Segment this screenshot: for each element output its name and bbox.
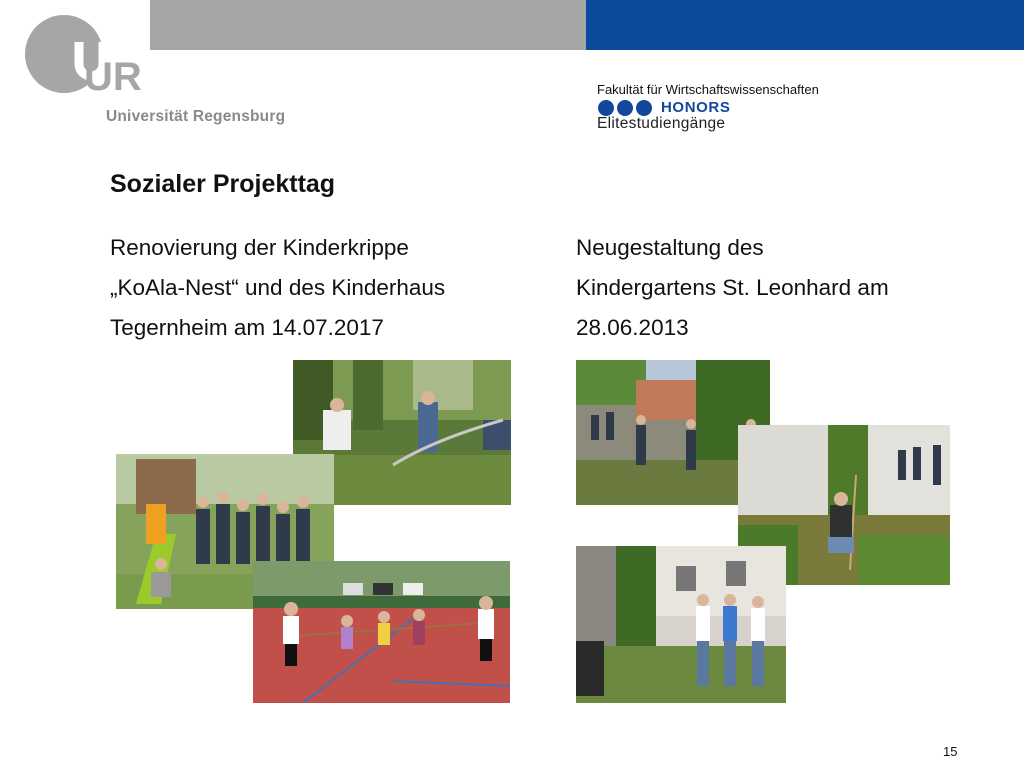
right-line-3: 28.06.2013 [576,315,689,340]
right-line-2: Kindergartens St. Leonhard am [576,275,889,300]
logo-letters: UR [84,55,142,99]
header-blue-bar [586,0,1024,50]
left-description [110,228,445,348]
right-line-1: Neugestaltung des [576,235,764,260]
right-description [576,228,889,348]
honors-label: HONORS [661,99,731,116]
left-line-3: Tegernheim am 14.07.2017 [110,315,384,340]
photo-group-backyard [576,546,786,703]
left-line-1: Renovierung der Kinderkrippe [110,235,409,260]
honors-subtitle: Elitestudiengänge [597,115,726,132]
slide-title: Sozialer Projekttag [110,170,336,198]
university-logo [22,14,162,104]
header-gray-bar [150,0,586,50]
faculty-name: Fakultät für Wirtschaftswissenschaften [597,82,819,97]
university-name: Universität Regensburg [106,108,286,125]
page-number: 15 [943,744,958,759]
photo-tug-of-war [253,561,510,703]
left-line-2: „KoAla-Nest“ und des Kinderhaus [110,275,446,300]
